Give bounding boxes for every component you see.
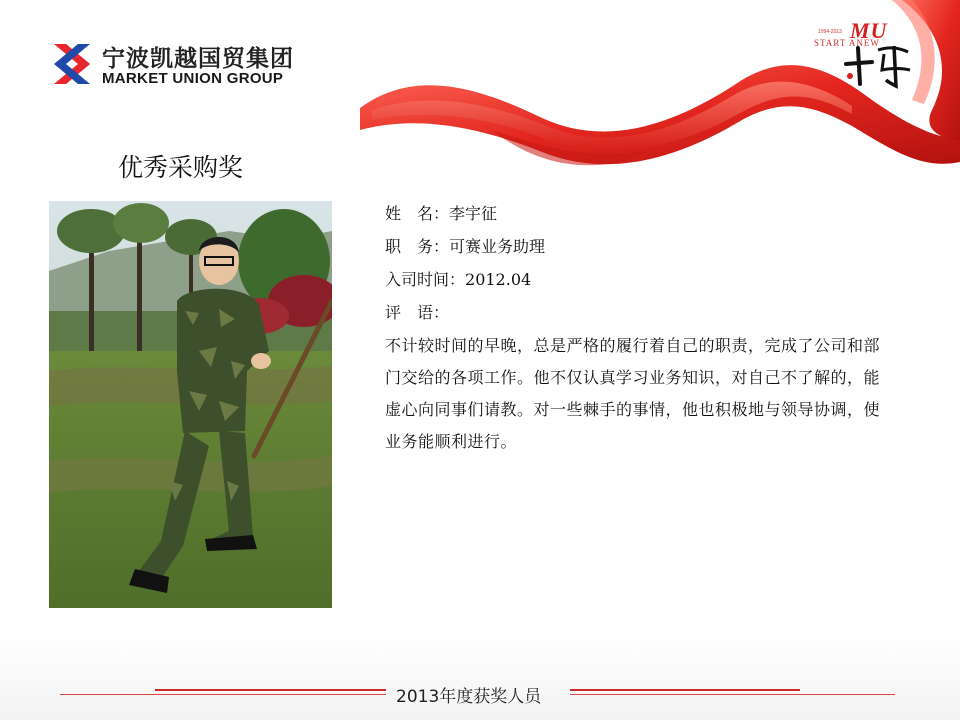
company-name-cn: 宁波凯越国贸集团	[102, 46, 294, 72]
join-date-row	[385, 266, 905, 299]
name-label: 姓 名：	[385, 204, 450, 223]
position-value: 可赛业务助理	[449, 237, 546, 256]
footer-divider-left-thin	[60, 694, 386, 695]
employee-info	[385, 200, 905, 458]
footer-divider-right-thin	[570, 694, 895, 695]
mu-badge-mark: MU	[850, 18, 888, 43]
position-row	[385, 233, 905, 266]
footer-divider-right	[570, 689, 800, 691]
employee-photo	[49, 201, 332, 608]
company-logo	[52, 38, 312, 94]
mu-badge-slogan: START ANEW	[814, 38, 880, 48]
comment-text: 不计较时间的早晚，总是严格的履行着自己的职责，完成了公司和部门交给的各项工作。他不仅认真学习业务知识，对自己不了解的，能虚心向同事们请教。对一些棘手的事情，他也积极地与领导协调，使业务能顺利进行。	[385, 336, 881, 451]
footer-divider-left	[155, 689, 386, 691]
comment-label: 评 语：	[385, 303, 450, 322]
company-name-en: MARKET UNION GROUP	[102, 70, 284, 87]
join-date-value: 2012.04	[465, 270, 532, 289]
company-logo-icon	[52, 40, 92, 88]
name-row	[385, 200, 905, 233]
join-date-label: 入司时间：	[385, 270, 466, 289]
mu-badge-years: 1994-2013	[818, 29, 842, 35]
calligraphy-emblem-icon	[838, 40, 918, 90]
position-label: 职 务：	[385, 237, 450, 256]
comment-row	[385, 299, 905, 332]
footer-caption: 2013年度获奖人员	[396, 687, 542, 707]
award-title: 优秀采购奖	[118, 153, 244, 182]
name-value: 李宇征	[449, 204, 498, 223]
